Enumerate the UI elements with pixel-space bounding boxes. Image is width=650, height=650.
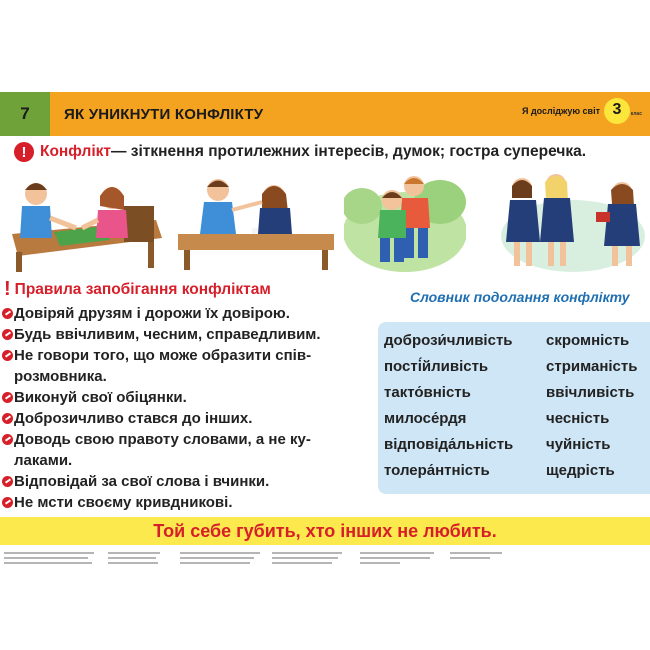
rules-title (4, 278, 271, 300)
illustration-girls-whisper (500, 172, 646, 272)
dictionary-word: щедрість (546, 462, 615, 479)
grade-suffix: клас (630, 111, 642, 117)
dictionary-word: відповіда́льність (384, 436, 514, 453)
check-bullet-icon (2, 308, 13, 319)
footer-fine-print-lines (0, 550, 650, 570)
brand (521, 98, 642, 124)
header-bar (0, 92, 650, 136)
page-title: ЯК УНИКНУТИ КОНФЛІКТУ (64, 106, 264, 123)
list-item: Виконуй свої обіцянки. (2, 387, 374, 408)
list-item: Довіряй друзям і дорожи їх довірою. (2, 303, 374, 324)
illustration-boys-fight (344, 172, 466, 272)
rules-title-text: Правила запобігання конфліктам (14, 281, 271, 298)
definition-term: Конфлікт (40, 143, 111, 160)
rules-list (2, 303, 374, 513)
dictionary-word: скромність (546, 332, 630, 349)
check-bullet-icon (2, 413, 13, 424)
dictionary-box (378, 322, 650, 494)
list-item: Не говори того, що може образити спів- (2, 345, 374, 366)
grade-badge (604, 98, 642, 124)
check-bullet-icon (2, 476, 13, 487)
dictionary-word: ввічливість (546, 384, 635, 401)
page-number: 7 (0, 92, 50, 136)
dictionary-word: такто́вність (384, 384, 471, 401)
check-bullet-icon (2, 434, 13, 445)
definition-text: — зіткнення протилежних інтересів, думок; гостра суперечка. (110, 143, 587, 160)
dictionary-word: чуйність (546, 436, 611, 453)
list-item: Доброзичливо стався до інших. (2, 408, 374, 429)
dictionary-word: милосе́рдя (384, 410, 467, 427)
proverb-banner: Той себе губить, хто інших не любить. (0, 517, 650, 545)
definition (14, 142, 586, 162)
check-bullet-icon (2, 329, 13, 340)
dictionary-word: чесність (546, 410, 610, 427)
list-item: Відповідай за свої слова і вчинки. (2, 471, 374, 492)
list-item-continuation: розмовника. (14, 368, 107, 385)
exclamation-icon: ! (14, 142, 34, 162)
footer-fine-print (0, 550, 650, 570)
brand-text: Я досліджую світ (521, 106, 600, 116)
list-item: Доводь свою правоту словами, а не ку- (2, 429, 374, 450)
list-item-continuation: лаками. (14, 452, 73, 469)
dictionary-word: стриманість (546, 358, 638, 375)
dictionary-word: толера́нтність (384, 462, 490, 479)
check-bullet-icon (2, 392, 13, 403)
grade-number: 3 (612, 101, 622, 118)
list-item: Не мсти своєму кривдникові. (2, 492, 374, 513)
list-item: Будь ввічливим, чесним, справедливим. (2, 324, 374, 345)
illustration-board-game (6, 172, 164, 272)
exclamation-icon: ! (4, 278, 11, 300)
dictionary-word: пості́йливість (384, 358, 489, 375)
dictionary-title: Словник подолання конфлікту (410, 289, 630, 305)
illustration-desk-quarrel (178, 172, 334, 272)
check-bullet-icon (2, 350, 13, 361)
check-bullet-icon (2, 497, 13, 508)
dictionary-word: добрози́чливість (384, 332, 513, 349)
